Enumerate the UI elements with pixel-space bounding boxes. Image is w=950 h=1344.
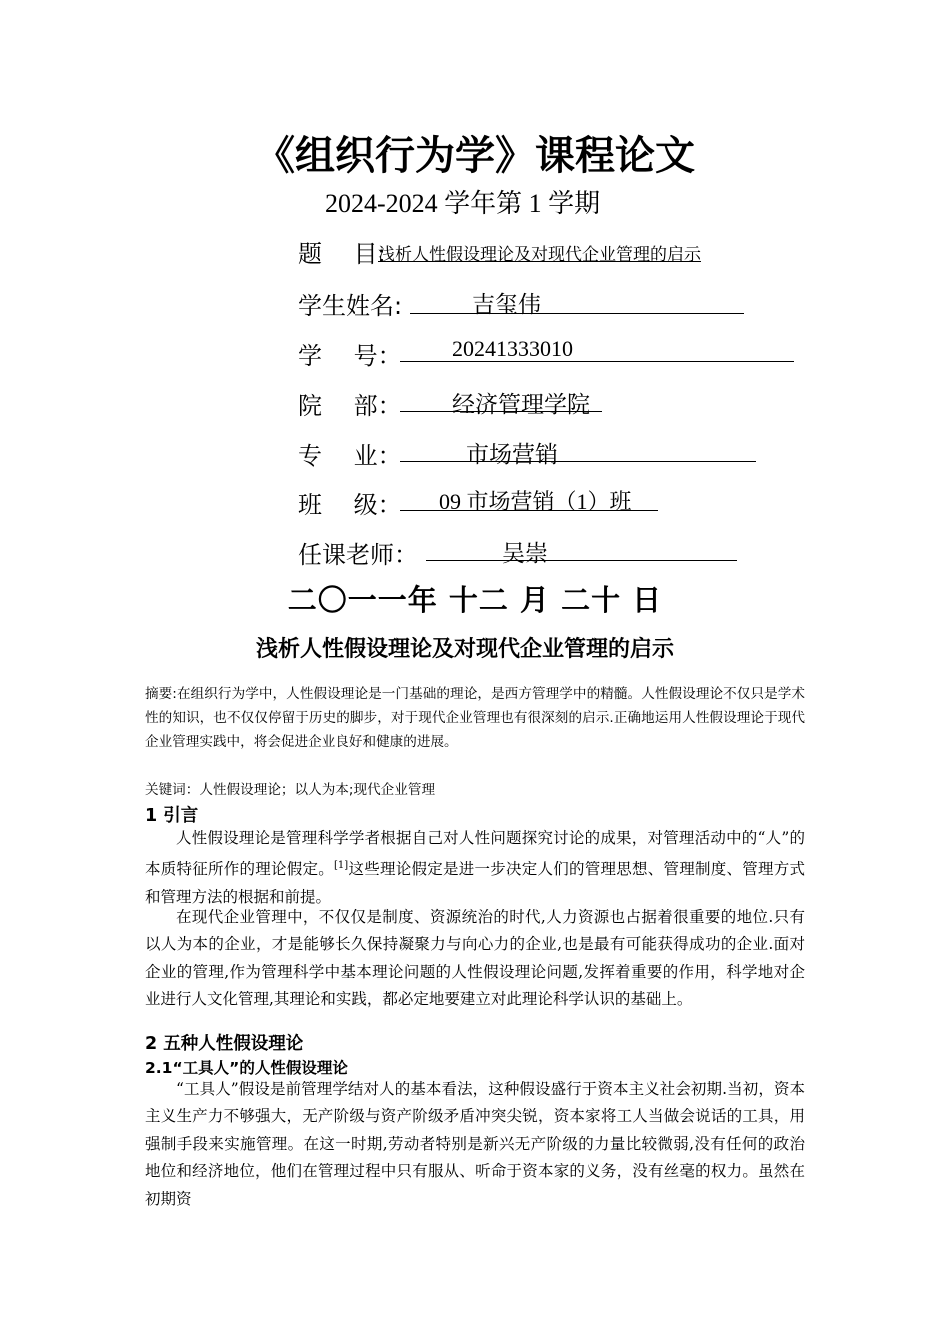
class-value: 09 市场营销（1）班 <box>439 489 632 514</box>
teacher-underline <box>426 530 737 561</box>
name-label: 学生姓名: <box>298 292 403 320</box>
dept-label: 院 部： <box>298 392 402 420</box>
name-value: 吉玺伟 <box>472 292 541 317</box>
dept-value: 经济管理学院 <box>452 392 590 417</box>
major-value: 市场营销 <box>466 442 558 467</box>
section-1-paragraph-1 <box>145 825 805 911</box>
s1-p1-text-a: 人性假设理论是管理科学学者根据自己对人性问题探究讨论的成果，对管理活动中的“人”的本质特征所作的理论假定。 <box>145 829 805 879</box>
topic-value: 浅析人性假设理论及对现代企业管理的启示 <box>378 245 701 265</box>
teacher-label: 任课老师： <box>298 541 418 569</box>
keywords: 关键词：人性假设理论；以人为本;现代企业管理 <box>145 782 436 798</box>
citation-1: [1] <box>334 860 349 872</box>
id-label: 学 号： <box>298 342 402 370</box>
major-underline <box>400 431 756 462</box>
paper-title: 浅析人性假设理论及对现代企业管理的启示 <box>255 637 674 662</box>
name-underline <box>410 283 744 314</box>
major-label: 专 业： <box>298 442 402 470</box>
section-2-1-heading: 2.1“工具人”的人性假设理论 <box>145 1059 348 1077</box>
id-value: 20241333010 <box>452 336 573 361</box>
section-1-paragraph-2: 在现代企业管理中，不仅仅是制度、资源统治的时代,人力资源也占据着很重要的地位.只有以人为本的企业，才是能够长久保持凝聚力与向心力的企业,也是最有可能获得成功的企业.面对企业的管理,作为管理科学中基本理论问题的人性假设理论问题,发挥着重要的作用，科学地对企业进行人文化管理,其理论和实践，都必定地要建立对此理论科学认识的基础上。 <box>145 908 805 1009</box>
topic-label: 题 目: <box>298 240 386 268</box>
term-line: 2024-2024 学年第 1 学期 <box>325 189 601 218</box>
cover-date: 二〇一一年 十二 月 二十 日 <box>287 583 663 617</box>
section-2-1-paragraph-1: “工具人”假设是前管理学结对人的基本看法，这种假设盛行于资本主义社会初期.当初，资本主义生产力不够强大，无产阶级与资产阶级矛盾冲突尖锐，资本家将工人当做会说话的工具，用强制手段来实施管理。在这一时期,劳动者特别是新兴无产阶级的力量比较微弱,没有任何的政治地位和经济地位，他们在管理过程中只有服从、听命于资本家的义务，没有丝毫的权力。虽然在初期资 <box>145 1080 805 1208</box>
class-label: 班 级： <box>298 491 402 519</box>
s1-p1-text-b: 这些理论假定是进一步决定人们的管理思想、管理制度、管理方式和管理方法的根据和前提。 <box>145 860 805 906</box>
abstract: 摘要:在组织行为学中，人性假设理论是一门基础的理论，是西方管理学中的精髓。人性假设理论不仅只是学术性的知识，也不仅仅停留于历史的脚步，对于现代企业管理也有很深刻的启示.正确地运用人性假设理论于现代企业管理实践中，将会促进企业良好和健康的进展。 <box>145 686 805 750</box>
doc-title: 《组织行为学》课程论文 <box>255 133 695 179</box>
teacher-value: 吴崇 <box>502 541 548 566</box>
section-2-heading: 2 五种人性假设理论 <box>145 1034 304 1054</box>
section-1-heading: 1 引言 <box>145 806 199 826</box>
